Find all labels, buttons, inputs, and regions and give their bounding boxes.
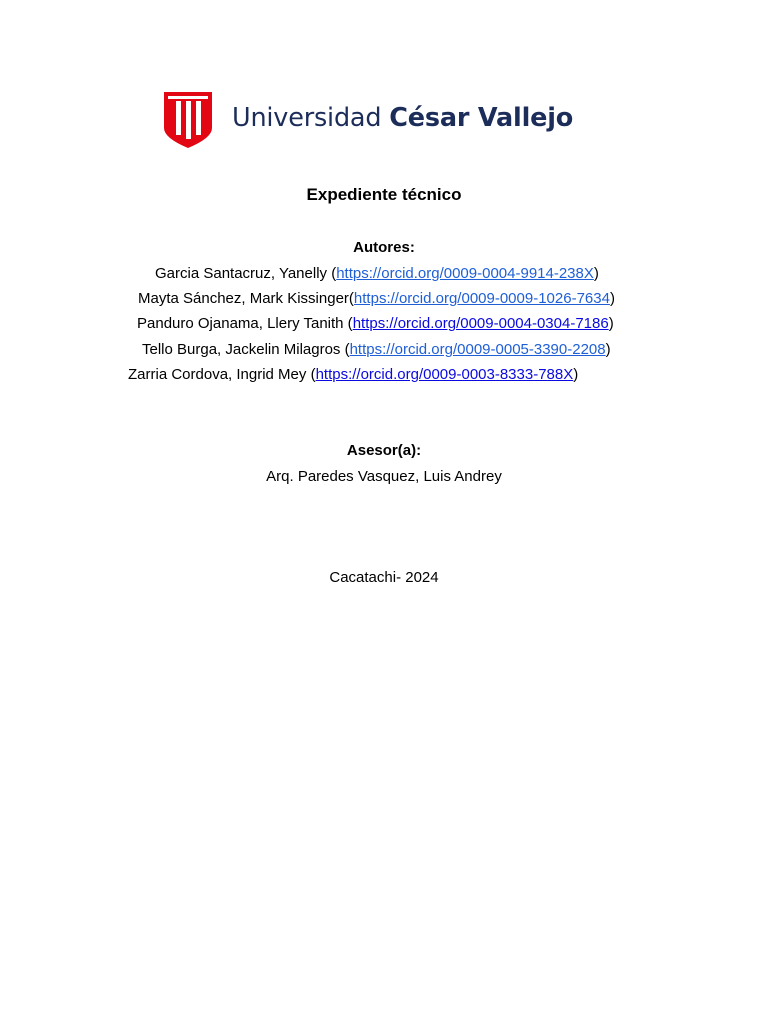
orcid-link[interactable]: https://orcid.org/0009-0004-0304-7186	[352, 315, 609, 332]
author-line	[138, 290, 615, 307]
author-name: Zarria Cordova, Ingrid Mey (	[128, 366, 316, 383]
advisor-label: Asesor(a):	[346, 442, 422, 459]
university-logo	[164, 92, 573, 148]
author-name: Tello Burga, Jackelin Milagros (	[142, 341, 350, 358]
orcid-link[interactable]: https://orcid.org/0009-0009-1026-7634	[353, 290, 610, 307]
author-name: Garcia Santacruz, Yanelly (	[155, 265, 337, 282]
orcid-link[interactable]: https://orcid.org/0009-0003-8333-788X	[315, 366, 574, 383]
author-name: Mayta Sánchez, Mark Kissinger(	[138, 290, 354, 307]
university-name	[232, 103, 573, 133]
orcid-link[interactable]: https://orcid.org/0009-0005-3390-2208	[349, 341, 606, 358]
author-close: )	[593, 265, 599, 282]
author-close: )	[608, 315, 614, 332]
author-name: Panduro Ojanama, Llery Tanith (	[137, 315, 353, 332]
author-line	[142, 341, 611, 358]
author-line	[128, 366, 578, 383]
university-name-bold: César Vallejo	[389, 103, 574, 133]
authors-label: Autores:	[353, 239, 415, 256]
ucv-shield-icon	[164, 92, 212, 148]
document-title: Expediente técnico	[306, 185, 462, 204]
orcid-link[interactable]: https://orcid.org/0009-0004-9914-238X	[336, 265, 594, 282]
author-line	[137, 315, 614, 332]
university-name-regular: Universidad	[232, 103, 390, 133]
author-line	[155, 265, 599, 282]
place-year: Cacatachi- 2024	[329, 569, 439, 586]
advisor-name: Arq. Paredes Vasquez, Luis Andrey	[266, 468, 502, 485]
author-close: )	[605, 341, 611, 358]
author-close: )	[573, 366, 579, 383]
author-close: )	[609, 290, 615, 307]
